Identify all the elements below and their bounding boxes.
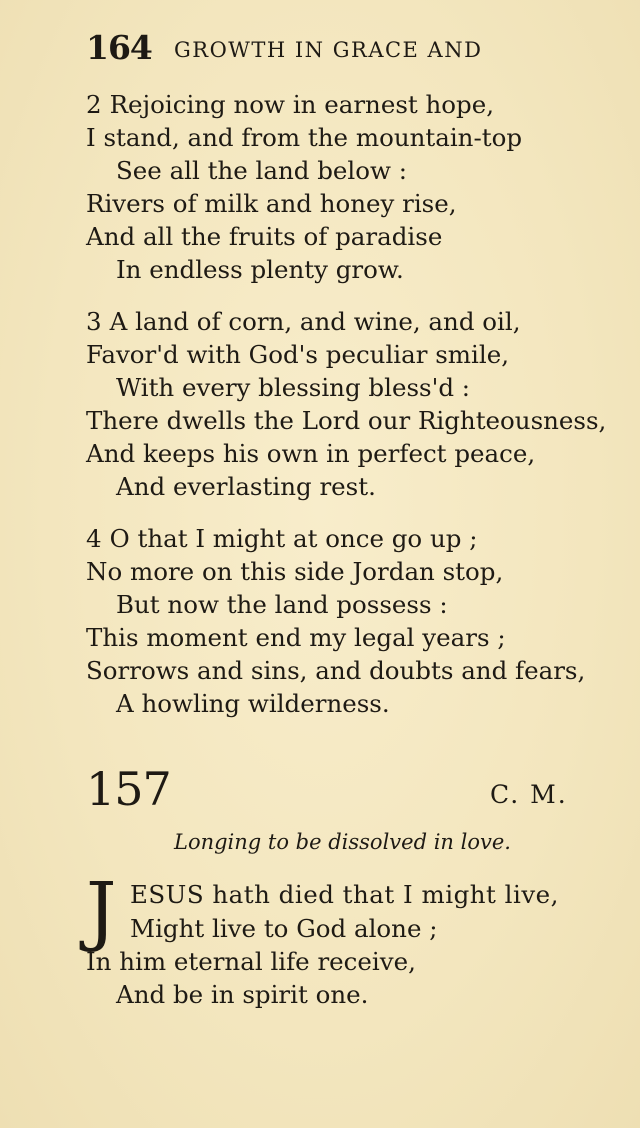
stanza-line: In him eternal life receive, — [86, 947, 416, 976]
stanza-number: 3 — [86, 307, 102, 336]
hymn-subtitle: Longing to be dissolved in love. — [174, 830, 511, 854]
stanza-line: Sorrows and sins, and doubts and fears, — [86, 656, 586, 685]
stanza-line: And be in spirit one. — [116, 980, 369, 1009]
hymn-number: 157 — [86, 762, 171, 816]
stanza-line: In endless plenty grow. — [116, 255, 404, 284]
drop-cap: J — [86, 865, 117, 954]
stanza-number: 4 — [86, 524, 102, 553]
stanza-line: Might live to God alone ; — [130, 914, 438, 943]
stanza-line: 3 A land of corn, and wine, and oil, — [86, 307, 521, 336]
stanza-line: There dwells the Lord our Righteousness, — [86, 406, 607, 435]
hymn-meter: C. M. — [490, 780, 568, 809]
hymn-first-line: ESUS hath died that I might live, — [130, 880, 559, 909]
stanza-line: 2 Rejoicing now in earnest hope, — [86, 90, 495, 119]
stanza-line: And keeps his own in perfect peace, — [86, 439, 536, 468]
page-number: 164 — [86, 28, 152, 67]
stanza-line: No more on this side Jordan stop, — [86, 557, 504, 586]
stanza-line: And everlasting rest. — [116, 472, 376, 501]
stanza-line: I stand, and from the mountain-top — [86, 123, 523, 152]
stanza-line: Favor'd with God's peculiar smile, — [86, 340, 509, 369]
stanza-line: With every blessing bless'd : — [116, 373, 471, 402]
running-head — [86, 28, 606, 72]
stanza-line: See all the land below : — [116, 156, 408, 185]
stanza-number: 2 — [86, 90, 102, 119]
stanza-line: A howling wilderness. — [116, 689, 390, 718]
stanza-line: This moment end my legal years ; — [86, 623, 506, 652]
stanza-line: Rivers of milk and honey rise, — [86, 189, 457, 218]
stanza-line: And all the fruits of paradise — [86, 222, 443, 251]
running-title: GROWTH IN GRACE AND — [174, 38, 483, 62]
stanza-line: 4 O that I might at once go up ; — [86, 524, 478, 553]
stanza-line: But now the land possess : — [116, 590, 448, 619]
